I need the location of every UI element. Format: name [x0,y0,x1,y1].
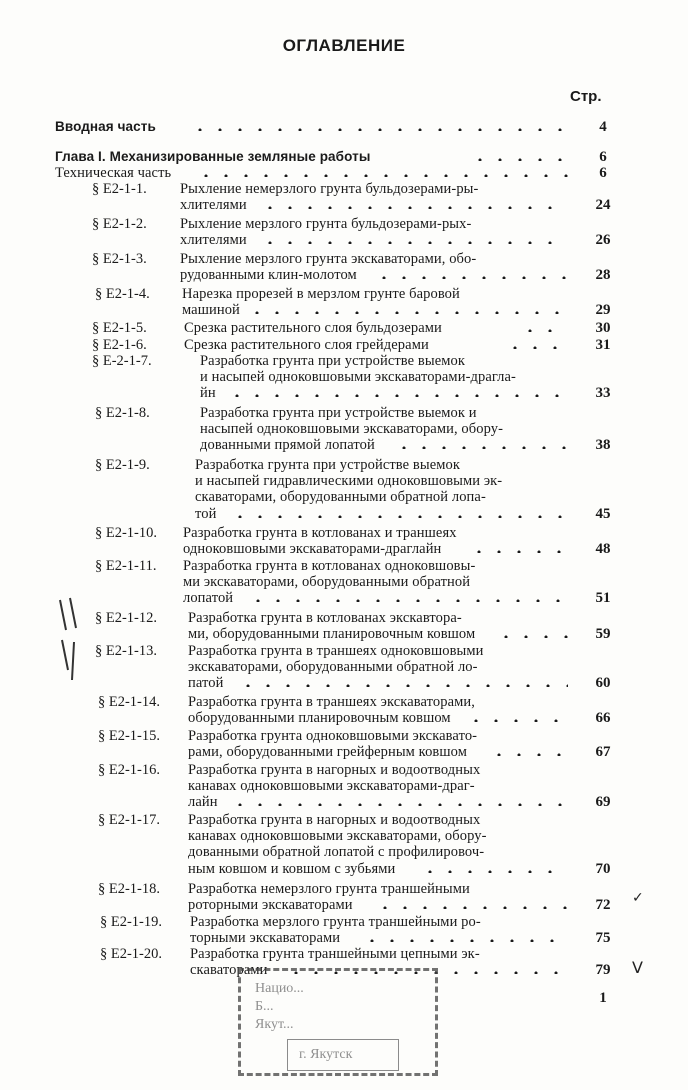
toc-entry [0,165,688,181]
toc-entry [0,728,688,760]
entry-text-line: той [195,505,217,522]
page-number: 48 [595,541,611,558]
dot-leader [190,128,568,131]
dot-leader [374,276,568,279]
check-mark: ✓ [632,890,644,906]
entry-text-line: Техническая часть [55,165,172,181]
entry-text-line: Разработка грунта при устройстве выемок и [200,405,477,421]
pencil-annotation [52,590,92,704]
page-number: 70 [595,860,611,877]
entry-text-line: Разработка грунта в котлованах одноковшовы- [183,558,476,574]
section-number: § Е2-1-10. [95,525,158,541]
entry-text-line: насыпей одноковшовыми экскаваторами, обору- [200,421,504,438]
toc-entry [0,251,688,283]
entry-text-line: скаваторами [190,962,268,979]
entry-text-line: ми, оборудованными планировочным ковшом [188,626,476,643]
entry-text-line: Разработка грунта одноковшовыми экскавато- [188,728,478,744]
section-number: § Е2-1-17. [98,812,161,828]
entry-text-line: и насыпей гидравлическими одноковшовыми эк- [195,473,503,490]
page-number: 60 [595,675,611,692]
entry-text-line: экскаваторами, оборудованными обратной ло- [188,659,478,676]
dot-leader [238,684,568,687]
entry-text-line: Разработка грунта в котлованах и траншеях [183,525,457,541]
toc-entry [0,286,688,318]
entry-text-line: Разработка немерзлого грунта траншейными [188,881,470,897]
section-number: § Е2-1-12. [95,610,158,626]
entry-text-line: Разработка грунта при устройстве выемок [200,353,466,369]
dot-leader [505,346,568,349]
entry-text-line: рудованными клин-молотом [180,267,357,284]
dot-leader [362,939,568,942]
entry-text-line: Вводная часть [55,119,156,134]
toc-entry [0,405,688,454]
toc-entry [0,643,688,692]
section-number: § Е-2-1-7. [92,353,152,369]
dot-leader [520,329,568,332]
section-number: § Е2-1-8. [95,405,150,421]
toc-entry [0,610,688,642]
dot-leader [196,174,568,177]
dot-leader [260,241,568,244]
section-number: § Е2-1-2. [92,216,147,232]
toc-entry [0,216,688,248]
page-number: 4 [599,119,607,135]
page-number: 30 [595,320,611,336]
entry-text-line: оборудованными планировочным ковшом [188,710,451,727]
toc-entry [0,181,688,213]
library-stamp: Нацио... Б... Якут... г. Якутск [238,968,438,1076]
entry-text-line: Разработка грунта в траншеях одноковшовыми [188,643,484,659]
section-number: § Е2-1-16. [98,762,161,778]
dot-leader [230,803,568,806]
entry-text-line: дованными прямой лопатой [200,437,375,454]
section-number: § Е2-1-9. [95,457,150,473]
entry-text-line: одноковшовыми экскаваторами-драглайн [183,541,442,558]
entry-text-line: Разработка грунта в котлованах экскавтора- [188,610,462,626]
section-number: § Е2-1-1. [92,181,147,197]
section-number: § Е2-1-20. [100,946,163,962]
entry-text-line: и насыпей одноковшовыми экскаваторами-драгла- [200,369,516,386]
dot-leader [496,635,568,638]
entry-text-line: патой [188,675,224,692]
entry-text-line: Разработка грунта в нагорных и водоотводных [188,812,481,828]
toc-entry [0,457,688,522]
entry-text-line: Глава I. Механизированные земляные работы [55,149,371,164]
entry-text-line: роторными экскаваторами [188,897,353,914]
entry-text-line: скаваторами, оборудованными обратной лопа- [195,489,486,506]
page-number: 75 [595,930,611,947]
entry-text-line: канавах одноковшовыми экскаваторами, обору- [188,828,487,845]
page-number: 24 [595,197,611,214]
toc-entry [0,337,688,353]
entry-text-line: Разработка грунта в нагорных и водоотводных [188,762,481,778]
toc-entry [0,353,688,402]
toc-entry [0,149,688,165]
dot-leader [394,446,568,449]
entry-text-line: рами, оборудованными грейферным ковшом [188,744,467,761]
section-number: § Е2-1-11. [95,558,157,574]
entry-text-line: хлителями [180,197,247,214]
dot-leader [470,158,568,161]
entry-text-line: машиной [182,302,240,319]
toc-entry [0,320,688,336]
page-number: 45 [595,505,611,522]
dot-leader [489,753,568,756]
entry-text-line: Срезка растительного слоя бульдозерами [184,320,442,336]
section-number: § Е2-1-19. [100,914,163,930]
section-number: § Е2-1-15. [98,728,161,744]
page-number: 33 [595,385,611,402]
section-number: § Е2-1-14. [98,694,161,710]
check-mark: V [632,958,643,977]
entry-text-line: Разработка мерзлого грунта траншейными ро- [190,914,481,930]
toc-entry [0,525,688,557]
entry-text-line: йн [200,385,216,402]
section-number: § Е2-1-3. [92,251,147,267]
page-number: 26 [595,232,611,249]
dot-leader [248,599,568,602]
dot-leader [420,870,568,873]
page-number: 66 [595,710,611,727]
section-number: § Е2-1-6. [92,337,147,353]
page-number: 69 [595,794,611,811]
dot-leader [260,206,568,209]
dot-leader [375,906,568,909]
toc-entry [0,881,688,913]
page-number: 51 [595,590,611,607]
entry-text-line: Разработка грунта в траншеях экскаваторами, [188,694,476,710]
toc-entry [0,762,688,811]
dot-leader [247,311,568,314]
page-number: 6 [599,165,607,181]
page-number: 59 [595,626,611,643]
toc-entry [0,914,688,946]
section-number: § Е2-1-13. [95,643,158,659]
dot-leader [466,719,568,722]
toc-entry [0,119,688,135]
entry-text-line: канавах одноковшовыми экскаваторами-драг- [188,778,475,795]
entry-text-line: ми экскаваторами, оборудованными обратной [183,574,471,591]
page-number: 6 [599,149,607,165]
entry-text-line: лайн [188,794,218,811]
entry-text-line: Рыхление немерзлого грунта бульдозерами-ры- [180,181,479,197]
entry-text-line: хлителями [180,232,247,249]
page-number: 29 [595,302,611,319]
entry-text-line: Рыхление мерзлого грунта экскаваторами, обо- [180,251,477,267]
entry-text-line: Нарезка прорезей в мерзлом грунте баровой [182,286,460,302]
page-number: 28 [595,267,611,284]
dot-leader [230,515,568,518]
page-number: 79 [595,962,611,979]
entry-text-line: торными экскаваторами [190,930,341,947]
page-number: 38 [595,437,611,454]
page-number: 72 [595,897,611,914]
entry-text-line: ным ковшом и ковшом с зубьями [188,860,396,877]
entry-text-line: Разработка грунта траншейными цепными эк- [190,946,480,962]
dot-leader [469,550,568,553]
page-title: ОГЛАВЛЕНИЕ [282,36,406,55]
page-number: 67 [595,744,611,761]
page-column-header: Стр. [570,88,602,105]
entry-text-line: дованными обратной лопатой с профилировоч- [188,844,485,861]
section-number: § Е2-1-4. [95,286,150,302]
section-number: § Е2-1-18. [98,881,161,897]
toc-page: ОГЛАВЛЕНИЕ Стр. Вводная часть 4 Глава I. Механизированные земляные работы 6 Техническая часть 6 § Е2-1-1. Рыхление немерзлого грунта бульдозерами-ры- хлителями 24 § Е2-1-2. Рыхление мерзлого грунта бульдозерами-рых- хлителями 26 § Е2-1-3. Рыхление мерзлого грунта экскаваторами, обо- рудованными клин-молотом 28 § Е2-1-4. Нарезка прорезей в мерзлом грунте баровой машиной 29 § Е2-1-5. Срезка растительного слоя бульдозерами 30 § Е2-1-6. Срезка растительного слоя грейдерами 31 § Е-2-1-7. Разработка грунта при устройстве выемок и насыпей одноковшовыми экскаваторами-драгла- йн 33 § Е2-1-8. Разработка грунта при устройстве выемок и насыпей одноковшовыми экскаваторами, обору- дованными прямой лопатой 38 § Е2-1-9. Разработка грунта при устройстве выемок и насыпей гидравлическими одноковшовыми эк- скаваторами, оборудованными обратной лопа- той 45 § Е2-1-10. Разработка грунта в котлованах и траншеях одноковшовыми экскаваторами-драглайн 48 § Е2-1-11. Разработка грунта в котлованах одноковшовы- ми экскаваторами, оборудованными обратной лопатой 51 § Е2-1-12. Разработка грунта в котлованах экскавтора- ми, оборудованными планировочным ковшом 59 § Е2-1-13. Разработка грунта в траншеях одноковшовыми экскаваторами, оборудованными обратной ло- патой 60 § Е2-1-14. Разработка грунта в траншеях экскаваторами, оборудованными планировочным ковшом 66 § Е2-1-15. Разработка грунта одноковшовыми экскавато- рами, оборудованными грейферным ковшом 67 § Е2-1-16. Разработка грунта в нагорных и водоотводных канавах одноковшовыми экскаваторами-драг- лайн 69 § Е2-1-17. Разработка грунта в нагорных и водоотводных канавах одноковшовыми экскаваторами, обору- дованными обратной лопатой с профилировоч- ным ковшом и ковшом с зубьями 70 § Е2-1-18. Разработка немерзлого грунта траншейными роторными экскаваторами 72 § Е2-1-19. Разработка мерзлого грунта траншейными ро- торными экскаваторами 75 § Е2-1-20. Разработка грунта траншейными цепными эк- скаваторами 79 1 ✓ V Нацио... Б... Якут... г. Якутск [0,0,688,1090]
page-number: 31 [595,337,611,353]
toc-entry [0,694,688,726]
toc-entry [0,812,688,877]
entry-text-line: лопатой [183,590,234,607]
entry-text-line: Разработка грунта при устройстве выемок [195,457,461,473]
dot-leader [227,394,568,397]
entry-text-line: Рыхление мерзлого грунта бульдозерами-рых- [180,216,472,232]
toc-entry [0,558,688,607]
section-number: § Е2-1-5. [92,320,147,336]
entry-text-line: Срезка растительного слоя грейдерами [184,337,429,353]
